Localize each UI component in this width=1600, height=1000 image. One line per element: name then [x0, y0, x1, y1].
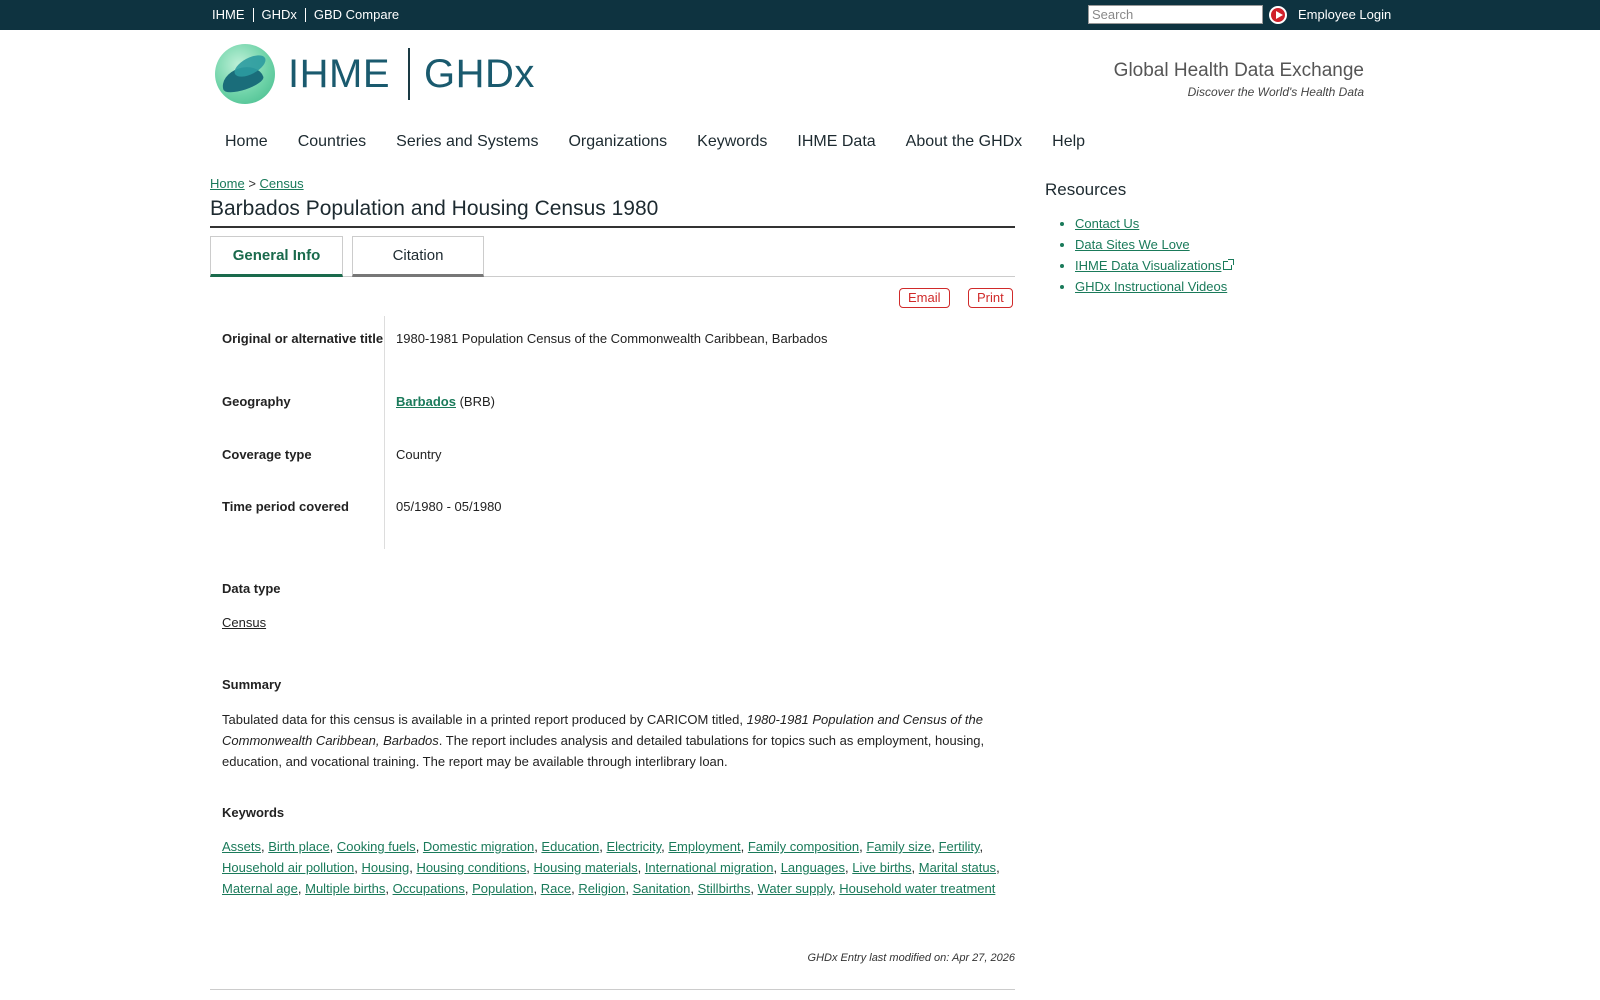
resources-list — [1075, 213, 1232, 297]
geography-link-barbados[interactable]: Barbados — [396, 394, 456, 409]
external-link-icon — [1223, 261, 1232, 270]
time-period-label: Time period covered — [222, 499, 349, 514]
tab-general-info[interactable]: General Info — [210, 236, 343, 277]
keyword-link[interactable]: Marital status — [918, 860, 997, 875]
breadcrumb-separator: > — [248, 176, 256, 191]
coverage-type-value: Country — [396, 447, 442, 462]
geography-label: Geography — [222, 394, 291, 409]
email-button[interactable]: Email — [899, 288, 950, 308]
divider — [253, 8, 254, 22]
resource-item — [1075, 255, 1232, 276]
search-go-icon[interactable] — [1269, 6, 1287, 24]
divider — [305, 8, 306, 22]
nav-help[interactable]: Help — [1052, 133, 1086, 150]
keyword-link[interactable]: Education — [541, 839, 600, 854]
breadcrumb-census[interactable]: Census — [259, 176, 304, 191]
employee-login-link[interactable]: Employee Login — [1298, 7, 1392, 22]
brand-ihme: IHME — [288, 51, 390, 96]
keyword-link[interactable]: Stillbirths — [697, 881, 751, 896]
coverage-type-label: Coverage type — [222, 447, 312, 462]
resource-videos[interactable]: GHDx Instructional Videos — [1075, 279, 1228, 294]
keyword-link[interactable]: Family size — [866, 839, 932, 854]
summary-heading: Summary — [222, 677, 282, 692]
keywords-heading: Keywords — [222, 805, 285, 820]
keyword-link[interactable]: International migration — [644, 860, 774, 875]
keyword-link[interactable]: Maternal age — [222, 881, 298, 896]
resources-heading: Resources — [1045, 180, 1127, 199]
keyword-link[interactable]: Race — [540, 881, 572, 896]
keyword-link[interactable]: Birth place — [268, 839, 330, 854]
resource-item — [1075, 213, 1232, 234]
site-title: Global Health Data Exchange — [1113, 60, 1364, 81]
keywords-list: Assets, Birth place, Cooking fuels, Domestic migration, Education, Electricity, Employment, Family composition, Family size, Fertility, Household air pollution, Housing, Housing conditions, Housing materials, International migration, Languages, Live births, Marital status, Maternal age, Multiple births, Occupations, Population, Race, Religion, Sanitation, Stillbirths, Water supply, Household water treatment — [222, 839, 1000, 896]
keyword-link[interactable]: Multiple births — [305, 881, 386, 896]
data-type-heading: Data type — [222, 581, 281, 596]
nav-home[interactable]: Home — [225, 133, 268, 150]
nav-ihme-data[interactable]: IHME Data — [797, 133, 876, 150]
keyword-link[interactable]: Household air pollution — [222, 860, 355, 875]
breadcrumb — [210, 176, 304, 191]
time-period-value: 05/1980 - 05/1980 — [396, 499, 502, 514]
top-link-gbd-compare[interactable]: GBD Compare — [313, 7, 400, 22]
keyword-link[interactable]: Housing conditions — [416, 860, 527, 875]
summary-text — [222, 709, 1012, 772]
resource-item — [1075, 234, 1232, 255]
nav-about[interactable]: About the GHDx — [905, 133, 1023, 150]
keyword-link[interactable]: Domestic migration — [422, 839, 535, 854]
nav-countries[interactable]: Countries — [297, 133, 367, 150]
keyword-link[interactable]: Population — [472, 881, 534, 896]
tab-citation[interactable]: Citation — [352, 236, 484, 277]
top-link-ihme[interactable]: IHME — [212, 7, 245, 22]
top-bar — [0, 0, 1600, 30]
geography-code: (BRB) — [459, 394, 495, 409]
keyword-link[interactable]: Languages — [780, 860, 846, 875]
keyword-link[interactable]: Electricity — [606, 839, 662, 854]
search-input[interactable] — [1088, 5, 1263, 24]
keyword-link[interactable]: Housing — [361, 860, 410, 875]
brand-ghdx: GHDx — [424, 51, 535, 96]
keyword-link[interactable]: Employment — [668, 839, 741, 854]
keyword-link[interactable]: Religion — [578, 881, 626, 896]
alt-title-value: 1980-1981 Population Census of the Commonwealth Caribbean, Barbados — [396, 331, 828, 346]
print-button[interactable]: Print — [968, 288, 1013, 308]
main-nav — [225, 133, 1085, 151]
keyword-link[interactable]: Water supply — [757, 881, 833, 896]
brand-divider — [408, 48, 410, 100]
breadcrumb-home[interactable]: Home — [210, 176, 245, 191]
site-tagline: Discover the World's Health Data — [1187, 85, 1364, 99]
summary-text-end: . The report includes analysis and detailed tabulations for topics such as employment, housing, education, and vocational training. The report may be available through interlibrary loan. — [222, 733, 985, 769]
geography-value — [396, 391, 1006, 412]
nav-series-and-systems[interactable]: Series and Systems — [396, 133, 539, 150]
resource-ihme-viz[interactable]: IHME Data Visualizations — [1075, 258, 1222, 273]
divider — [210, 989, 1015, 990]
last-modified: GHDx Entry last modified on: Apr 27, 2026 — [807, 952, 1015, 964]
resource-data-sites[interactable]: Data Sites We Love — [1075, 237, 1190, 252]
ihme-logo-icon[interactable] — [215, 44, 275, 104]
keyword-link[interactable]: Household water treatment — [839, 881, 996, 896]
resource-item — [1075, 276, 1232, 297]
top-link-ghdx[interactable]: GHDx — [261, 7, 297, 22]
keyword-link[interactable]: Family composition — [747, 839, 860, 854]
alt-title-label: Original or alternative title — [222, 331, 384, 346]
keyword-link[interactable]: Sanitation — [632, 881, 691, 896]
top-links — [212, 7, 399, 22]
keyword-link[interactable]: Assets — [222, 839, 262, 854]
brand-wordmark[interactable] — [288, 48, 535, 100]
keyword-link[interactable]: Occupations — [392, 881, 465, 896]
keyword-link[interactable]: Live births — [852, 860, 912, 875]
summary-text-start: Tabulated data for this census is available in a printed report produced by CARICOM titled, — [222, 712, 747, 727]
nav-organizations[interactable]: Organizations — [568, 133, 668, 150]
nav-keywords[interactable]: Keywords — [697, 133, 768, 150]
keyword-link[interactable]: Housing materials — [533, 860, 638, 875]
resource-contact-us[interactable]: Contact Us — [1075, 216, 1140, 231]
tab-bar — [210, 236, 1015, 277]
keyword-link[interactable]: Fertility — [938, 839, 980, 854]
data-type-census-link[interactable]: Census — [222, 615, 267, 630]
page-title: Barbados Population and Housing Census 1980 — [210, 197, 1015, 228]
keyword-link[interactable]: Cooking fuels — [336, 839, 416, 854]
summary-report-title: 1980-1981 Population and Census of the Commonwealth Caribbean, Barbados — [222, 712, 983, 748]
